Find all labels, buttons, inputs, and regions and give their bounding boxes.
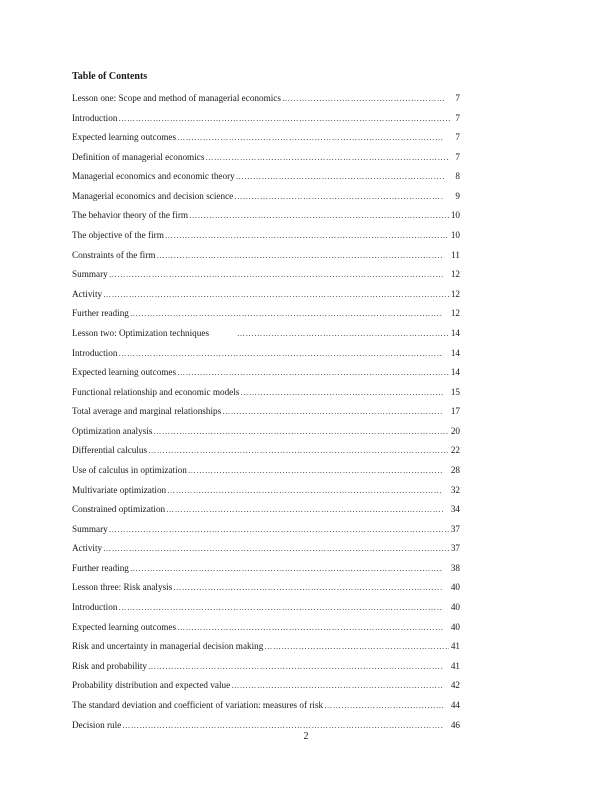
toc-entry-label: Lesson three: Risk analysis: [72, 582, 173, 593]
toc-entry[interactable]: [72, 327, 460, 347]
toc-entry[interactable]: [72, 170, 460, 190]
dot-leader: [188, 464, 443, 477]
toc-entry-label: Expected learning outcomes: [72, 621, 177, 632]
toc-entry[interactable]: [72, 131, 460, 151]
toc-list: [72, 92, 460, 738]
toc-entry-label: Risk and uncertainty in managerial decision making: [72, 641, 264, 652]
dot-leader: [234, 190, 444, 203]
toc-entry-page: 41: [450, 660, 460, 671]
toc-entry-label: Differential calculus: [72, 445, 148, 456]
toc-entry-label: Summary: [72, 523, 108, 534]
dot-leader: [282, 92, 444, 105]
dot-leader: [173, 581, 443, 594]
dot-leader: [109, 523, 449, 536]
dot-leader: [118, 601, 442, 614]
toc-entry-label: Multivariate optimization: [72, 484, 167, 495]
toc-entry[interactable]: [72, 699, 460, 719]
toc-entry[interactable]: [72, 92, 460, 112]
dot-leader: [103, 288, 449, 301]
dot-leader: [148, 660, 443, 673]
dot-leader: [156, 249, 443, 262]
toc-entry-label: The behavior theory of the firm: [72, 210, 189, 221]
dot-leader: [237, 327, 449, 340]
dot-leader: [324, 699, 443, 712]
toc-entry-label: Introduction: [72, 112, 118, 123]
toc-entry-page: 14: [450, 327, 460, 338]
toc-entry-page: 10: [450, 230, 460, 241]
toc-entry-page: 11: [451, 249, 460, 260]
dot-leader: [122, 719, 443, 732]
toc-entry-label: Managerial economics and decision science: [72, 190, 234, 201]
dot-leader: [167, 484, 443, 497]
toc-entry-page: 32: [450, 484, 460, 495]
dot-leader: [148, 444, 449, 457]
toc-entry[interactable]: [72, 464, 460, 484]
toc-entry-page: 15: [450, 386, 460, 397]
toc-entry[interactable]: [72, 151, 460, 171]
toc-entry-label: Total average and marginal relationships: [72, 406, 222, 417]
toc-entry-label: Lesson one: Scope and method of managerial economics: [72, 93, 281, 103]
toc-entry-page: 14: [450, 347, 460, 358]
toc-entry-label: Probability distribution and expected value: [72, 680, 231, 691]
toc-entry[interactable]: [72, 366, 460, 386]
toc-entry-label: Further reading: [72, 562, 129, 573]
toc-entry-label: Constrained optimization: [72, 504, 166, 515]
toc-entry-label: Activity: [72, 543, 103, 554]
toc-entry-label: Activity: [72, 288, 103, 299]
dot-leader: [236, 170, 444, 183]
toc-entry[interactable]: [72, 503, 460, 523]
dot-leader: [222, 405, 443, 418]
toc-entry-page: 40: [450, 621, 460, 632]
dot-leader: [231, 679, 443, 692]
toc-entry[interactable]: [72, 601, 460, 621]
toc-entry-page: 7: [455, 151, 460, 162]
toc-entry[interactable]: [72, 307, 460, 327]
toc-entry-page: 12: [450, 288, 460, 299]
dot-leader: [166, 503, 443, 516]
toc-entry[interactable]: [72, 288, 460, 308]
toc-entry-page: 14: [450, 367, 460, 378]
toc-entry-label: Optimization analysis: [72, 425, 153, 436]
toc-entry-page: 7: [455, 112, 460, 123]
toc-entry[interactable]: [72, 660, 460, 680]
toc-entry-page: 22: [450, 445, 460, 456]
toc-entry-label: Further reading: [72, 308, 129, 319]
toc-entry-page: 38: [450, 562, 460, 573]
toc-entry-label: Expected learning outcomes: [72, 132, 177, 143]
toc-entry-label: Summary: [72, 269, 108, 280]
dot-leader: [103, 542, 449, 555]
toc-entry-page: 20: [450, 425, 460, 436]
toc-entry[interactable]: [72, 229, 460, 249]
page-number: 2: [303, 731, 309, 742]
toc-entry[interactable]: [72, 425, 460, 445]
toc-entry[interactable]: [72, 523, 460, 543]
toc-entry-label: Definition of managerial economics: [72, 151, 205, 162]
dot-leader: [189, 209, 449, 222]
toc-entry-page: 10: [450, 210, 460, 221]
dot-leader: [130, 307, 443, 320]
toc-entry[interactable]: [72, 268, 460, 288]
toc-entry[interactable]: [72, 190, 460, 210]
toc-entry-page: 44: [450, 699, 460, 710]
toc-entry-label: Lesson two: Optimization techniques: [72, 327, 237, 339]
toc-entry-label: Decision rule: [72, 719, 122, 730]
toc-entry-page: 41: [450, 641, 460, 652]
toc-entry[interactable]: [72, 444, 460, 464]
dot-leader: [177, 131, 444, 144]
dot-leader: [165, 229, 449, 242]
toc-entry-page: 7: [455, 93, 460, 103]
toc-entry-page: 8: [455, 171, 460, 182]
toc-heading: Table of Contents: [72, 71, 148, 82]
toc-entry-page: 7: [455, 132, 460, 143]
toc-entry-page: 37: [450, 523, 460, 534]
dot-leader: [118, 347, 442, 360]
toc-entry[interactable]: [72, 405, 460, 425]
toc-entry-label: Introduction: [72, 347, 118, 358]
dot-leader: [205, 151, 450, 164]
toc-entry-label: Expected learning outcomes: [72, 367, 177, 378]
dot-leader: [177, 366, 449, 379]
dot-leader: [177, 621, 443, 634]
toc-entry[interactable]: [72, 347, 460, 367]
toc-entry-page: 40: [450, 602, 460, 613]
toc-entry-label: Introduction: [72, 602, 118, 613]
toc-entry-label: Managerial economics and economic theory: [72, 171, 235, 182]
toc-entry[interactable]: [72, 249, 460, 269]
dot-leader: [264, 640, 448, 653]
toc-entry-page: 28: [450, 464, 460, 475]
toc-entry-page: 40: [450, 582, 460, 593]
toc-entry[interactable]: [72, 112, 460, 132]
toc-entry-label: Constraints of the firm: [72, 249, 156, 260]
toc-entry-page: 34: [450, 504, 460, 515]
dot-leader: [109, 268, 443, 281]
dot-leader: [130, 562, 443, 575]
dot-leader: [240, 386, 442, 399]
toc-entry[interactable]: [72, 542, 460, 562]
toc-entry[interactable]: [72, 562, 460, 582]
toc-entry-page: 17: [450, 406, 460, 417]
toc-entry[interactable]: [72, 581, 460, 601]
toc-entry-page: 9: [455, 190, 460, 201]
dot-leader: [153, 425, 448, 438]
toc-entry-label: The objective of the firm: [72, 230, 164, 241]
toc-entry[interactable]: [72, 209, 460, 229]
toc-entry-label: Use of calculus in optimization: [72, 464, 187, 475]
toc-entry-page: 42: [450, 680, 460, 691]
toc-entry-label: The standard deviation and coefficient of variation: measures of risk: [72, 699, 324, 710]
toc-entry-page: 37: [450, 543, 460, 554]
toc-entry-page: 46: [450, 719, 460, 730]
toc-entry[interactable]: [72, 679, 460, 699]
toc-entry[interactable]: [72, 640, 460, 660]
toc-entry-page: 12: [450, 308, 460, 319]
toc-entry[interactable]: [72, 386, 460, 406]
toc-entry[interactable]: [72, 484, 460, 504]
toc-entry[interactable]: [72, 621, 460, 641]
toc-entry-label: Functional relationship and economic models: [72, 386, 240, 397]
toc-entry-page: 12: [450, 269, 460, 280]
dot-leader: [118, 112, 450, 125]
toc-entry-label: Risk and probability: [72, 660, 148, 671]
